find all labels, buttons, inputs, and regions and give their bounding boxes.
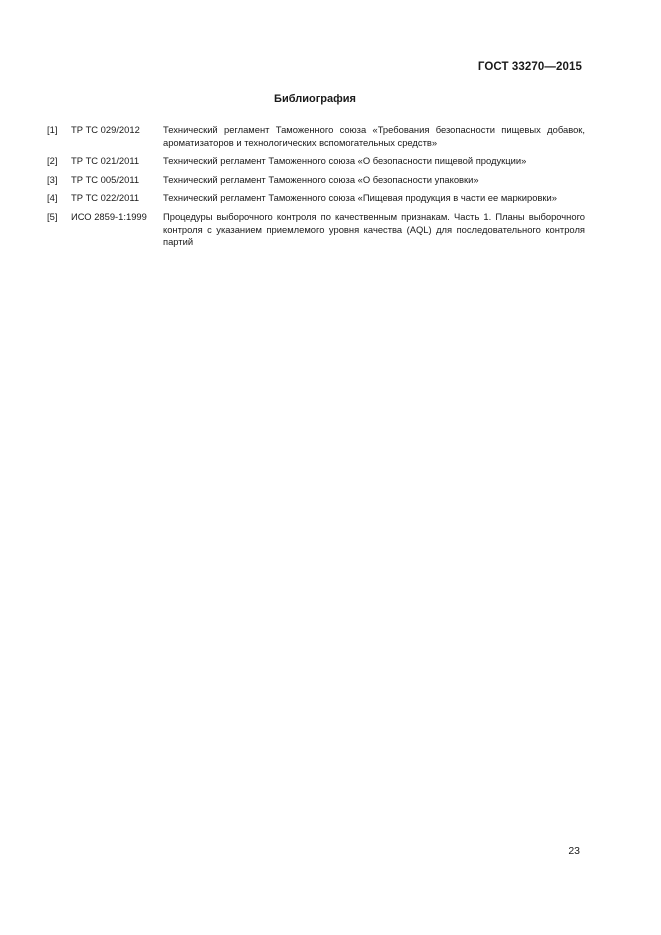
entry-number: [2]	[47, 155, 58, 167]
bibliography-entry	[47, 174, 587, 187]
bibliography-entry	[47, 211, 587, 249]
entry-number: [4]	[47, 192, 58, 204]
entry-code: ТР ТС 021/2011	[71, 155, 140, 167]
entry-code: ТР ТС 005/2011	[71, 173, 140, 185]
entry-code: ИСО 2859-1:1999	[71, 210, 147, 222]
standard-designation: ГОСТ 33270—2015	[477, 61, 582, 73]
page-number: 23	[568, 845, 580, 857]
entry-number: [3]	[47, 173, 58, 185]
entry-number: [5]	[47, 210, 58, 222]
bibliography-entry	[47, 155, 587, 168]
entry-number: [1]	[47, 124, 58, 135]
entry-text: Технический регламент Таможенного союза «Пищевая продукция в части ее маркировки»	[163, 192, 557, 204]
entry-text: Технический регламент Таможенного союза «О безопасности упаковки»	[163, 173, 479, 185]
bibliography-entry	[47, 192, 587, 205]
bibliography-entry	[47, 124, 587, 149]
entry-text: Процедуры выборочного контроля по качественным признакам. Часть 1. Планы выборочного контроля с указанием приемлемого уровня качества (AQL) для последовательного контроля партий	[163, 210, 585, 248]
entry-text: Технический регламент Таможенного союза «Требования безопасности пищевых добавок, ароматизаторов и технологических вспомогательных средств»	[163, 124, 585, 148]
section-title: Библиография	[274, 93, 356, 105]
bibliography-list	[47, 124, 587, 255]
entry-code: ТР ТС 029/2012	[71, 124, 140, 135]
entry-code: ТР ТС 022/2011	[71, 192, 140, 204]
entry-text: Технический регламент Таможенного союза «О безопасности пищевой продукции»	[163, 155, 527, 167]
